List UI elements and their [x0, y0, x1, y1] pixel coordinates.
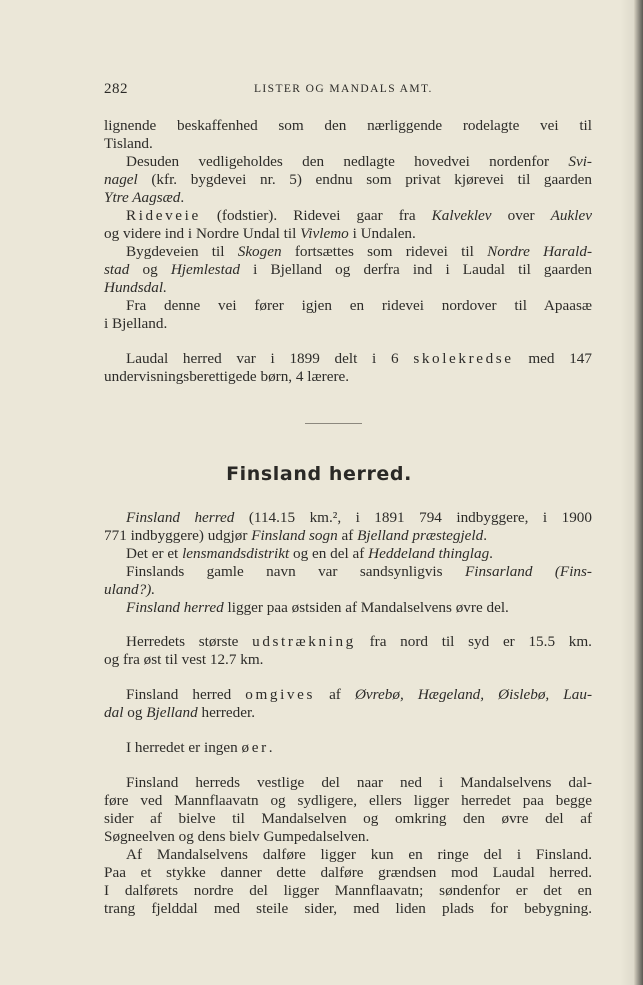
section-divider [305, 423, 362, 424]
body-line: sider af bielve til Mandalselven og omkring den øvre del af [104, 810, 592, 827]
body-line [104, 153, 592, 171]
body-line: Finsland herreds vestlige del naar ned i Mandalselvens dal- [126, 774, 592, 791]
place-name: Finsland herred [126, 599, 224, 616]
body-line [104, 704, 592, 722]
body-line [104, 350, 592, 368]
text-span: (kfr. bygdevei nr. 5) endnu som privat kjørevei til gaarden [137, 171, 592, 188]
text-span: Laudal herred var i 1899 delt i 6 [126, 350, 414, 367]
body-line: og fra øst til vest 12.7 km. [104, 651, 264, 668]
text-span: fra nord til syd er 15.5 km. [355, 633, 592, 650]
place-name: Hjemlestad [170, 261, 241, 278]
spaced-term: skolekredse [413, 350, 514, 367]
body-line: Paa et stykke danner dette dalføre grændsen mod Laudal herred. [104, 864, 592, 881]
text-span: og en del af [289, 545, 369, 562]
body-line: Søgneelven og dens bielv Gumpedalselven. [104, 828, 370, 845]
place-name: Vivlemo [300, 225, 349, 242]
place-name: Finsarland (Fins- [464, 563, 592, 580]
body-line [104, 171, 592, 189]
place-name: Ytre Aagsæd [104, 189, 181, 206]
body-line [104, 563, 592, 581]
body-line [104, 207, 592, 225]
place-name: dal [104, 704, 124, 721]
body-line [104, 189, 592, 207]
text-span: Finslands gamle navn var sandsynligvis [126, 563, 465, 580]
text-span: . [483, 527, 488, 544]
body-line [104, 633, 592, 651]
page-number: 282 [104, 81, 128, 97]
place-name: Finsland herred [126, 509, 235, 526]
body-line [104, 509, 592, 527]
body-line [104, 527, 592, 545]
text-span: og [129, 261, 171, 278]
text-span: i Undalen. [348, 225, 416, 242]
place-name: Øvrebø, Hægeland, Øislebø, Lau- [354, 686, 592, 703]
body-line: lignende beskaffenhed som den nærliggende rodelagte vei til [104, 117, 592, 134]
text-span: og videre ind i Nordre Undal til [104, 225, 301, 242]
body-line: Fra denne vei fører igjen en ridevei nordover til Apaasæ [126, 297, 592, 314]
spaced-term: udstrækning [252, 633, 356, 650]
place-name: nagel [104, 171, 138, 188]
place-name: Auklev [550, 207, 592, 224]
place-name: Finsland sogn [251, 527, 338, 544]
page-shadow [620, 0, 634, 985]
text-span: ligger paa østsiden af Mandalselvens øvre del. [223, 599, 509, 616]
text-span: over [491, 207, 551, 224]
place-name: stad [104, 261, 130, 278]
body-line [104, 225, 592, 243]
text-span: Herredets største [126, 633, 253, 650]
text-span: Bygdeveien til [126, 243, 238, 260]
body-line: Af Mandalselvens dalføre ligger kun en ringe del i Finsland. [126, 846, 592, 863]
body-line [104, 739, 592, 757]
body-line [104, 243, 592, 261]
place-name: Bjelland [146, 704, 198, 721]
running-head: LISTER OG MANDALS AMT. [254, 83, 433, 95]
spaced-term: øer [241, 739, 269, 756]
body-line: føre ved Mannflaavatn og sydligere, ellers ligger herredet paa begge [104, 792, 592, 809]
body-line [104, 686, 592, 704]
body-line: uland?). [104, 581, 156, 598]
place-name: Heddeland thinglag [368, 545, 490, 562]
text-span: herreder. [197, 704, 256, 721]
text-span: Det er et [126, 545, 183, 562]
text-span: I herredet er ingen [126, 739, 242, 756]
body-line [104, 599, 592, 617]
body-line: trang fjelddal med steile sider, med liden plads for bebygning. [104, 900, 592, 917]
place-name: lensmandsdistrikt [182, 545, 290, 562]
text-span: 771 indbyggere) udgjør [104, 527, 252, 544]
text-span: (114.15 km.², i 1891 794 indbyggere, i 1900 [234, 509, 592, 526]
text-span: . [180, 189, 185, 206]
place-name: Nordre Harald- [487, 243, 593, 260]
body-line [104, 545, 592, 563]
spaced-term: omgives [245, 686, 315, 703]
text-span: og [123, 704, 147, 721]
text-span: i Bjelland og derfra ind i Laudal til gaarden [240, 261, 592, 278]
body-line [104, 261, 592, 279]
spaced-term: Rideveie [126, 207, 201, 224]
place-name: Bjelland præstegjeld [357, 527, 484, 544]
body-line: Tisland. [104, 135, 153, 152]
text-span: med 147 [513, 350, 592, 367]
place-name: Svi- [568, 153, 592, 170]
body-line: i Bjelland. [104, 315, 168, 332]
text-span: Desuden vedligeholdes den nedlagte hovedvei nordenfor [126, 153, 569, 170]
text-span: . [489, 545, 493, 562]
text-span: fortsættes som ridevei til [281, 243, 488, 260]
place-name: Kalveklev [431, 207, 492, 224]
text-span: . [268, 739, 273, 756]
place-name: Skogen [237, 243, 282, 260]
text-span: af [314, 686, 355, 703]
body-line: undervisningsberettigede børn, 4 lærere. [104, 368, 350, 385]
section-title: Finsland herred. [226, 463, 412, 485]
body-line: Hundsdal. [104, 279, 167, 296]
text-span: Finsland herred [126, 686, 246, 703]
page-edge [634, 0, 643, 985]
page-header [104, 81, 589, 101]
body-line: I dalførets nordre del ligger Mannflaavatn; søndenfor er det en [104, 882, 592, 899]
text-span: (fodstier). Ridevei gaar fra [200, 207, 432, 224]
text-span: af [337, 527, 358, 544]
